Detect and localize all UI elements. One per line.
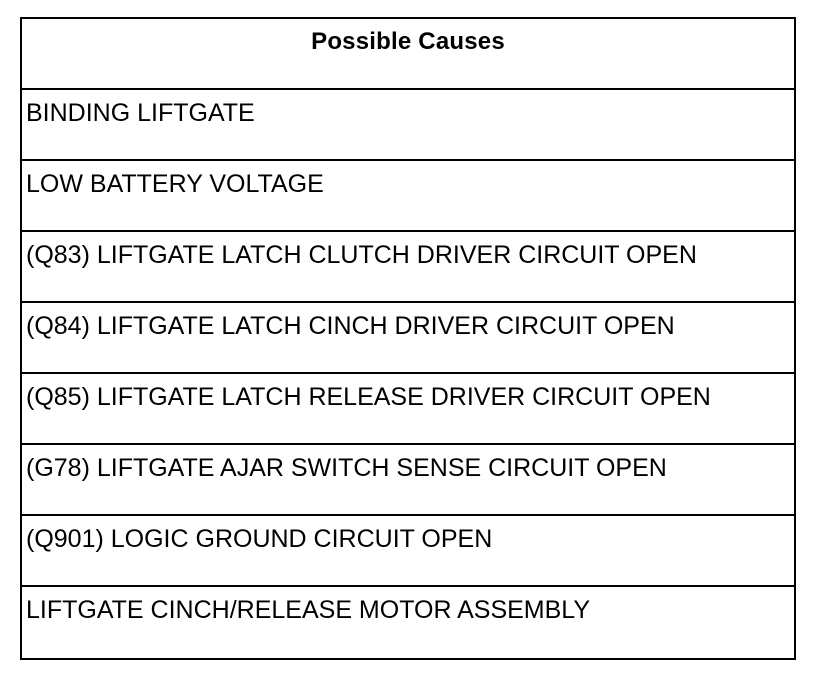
cause-text: BINDING LIFTGATE [26,99,255,127]
cause-text: (Q85) LIFTGATE LATCH RELEASE DRIVER CIRCUIT OPEN [26,383,711,411]
cause-text: LIFTGATE CINCH/RELEASE MOTOR ASSEMBLY [26,596,591,624]
table-header-row [22,19,794,90]
table-row [22,303,794,374]
table-row [22,445,794,516]
cause-text: (G78) LIFTGATE AJAR SWITCH SENSE CIRCUIT OPEN [26,454,667,482]
cause-text: (Q83) LIFTGATE LATCH CLUTCH DRIVER CIRCUIT OPEN [26,241,697,269]
possible-causes-table [20,17,796,660]
cause-text: LOW BATTERY VOLTAGE [26,170,324,198]
table-row [22,587,794,658]
table-row [22,161,794,232]
table-row [22,90,794,161]
table-header: Possible Causes [311,28,505,55]
table-row [22,374,794,445]
table-row [22,516,794,587]
cause-text: (Q84) LIFTGATE LATCH CINCH DRIVER CIRCUIT OPEN [26,312,675,340]
cause-text: (Q901) LOGIC GROUND CIRCUIT OPEN [26,525,493,553]
table-row [22,232,794,303]
